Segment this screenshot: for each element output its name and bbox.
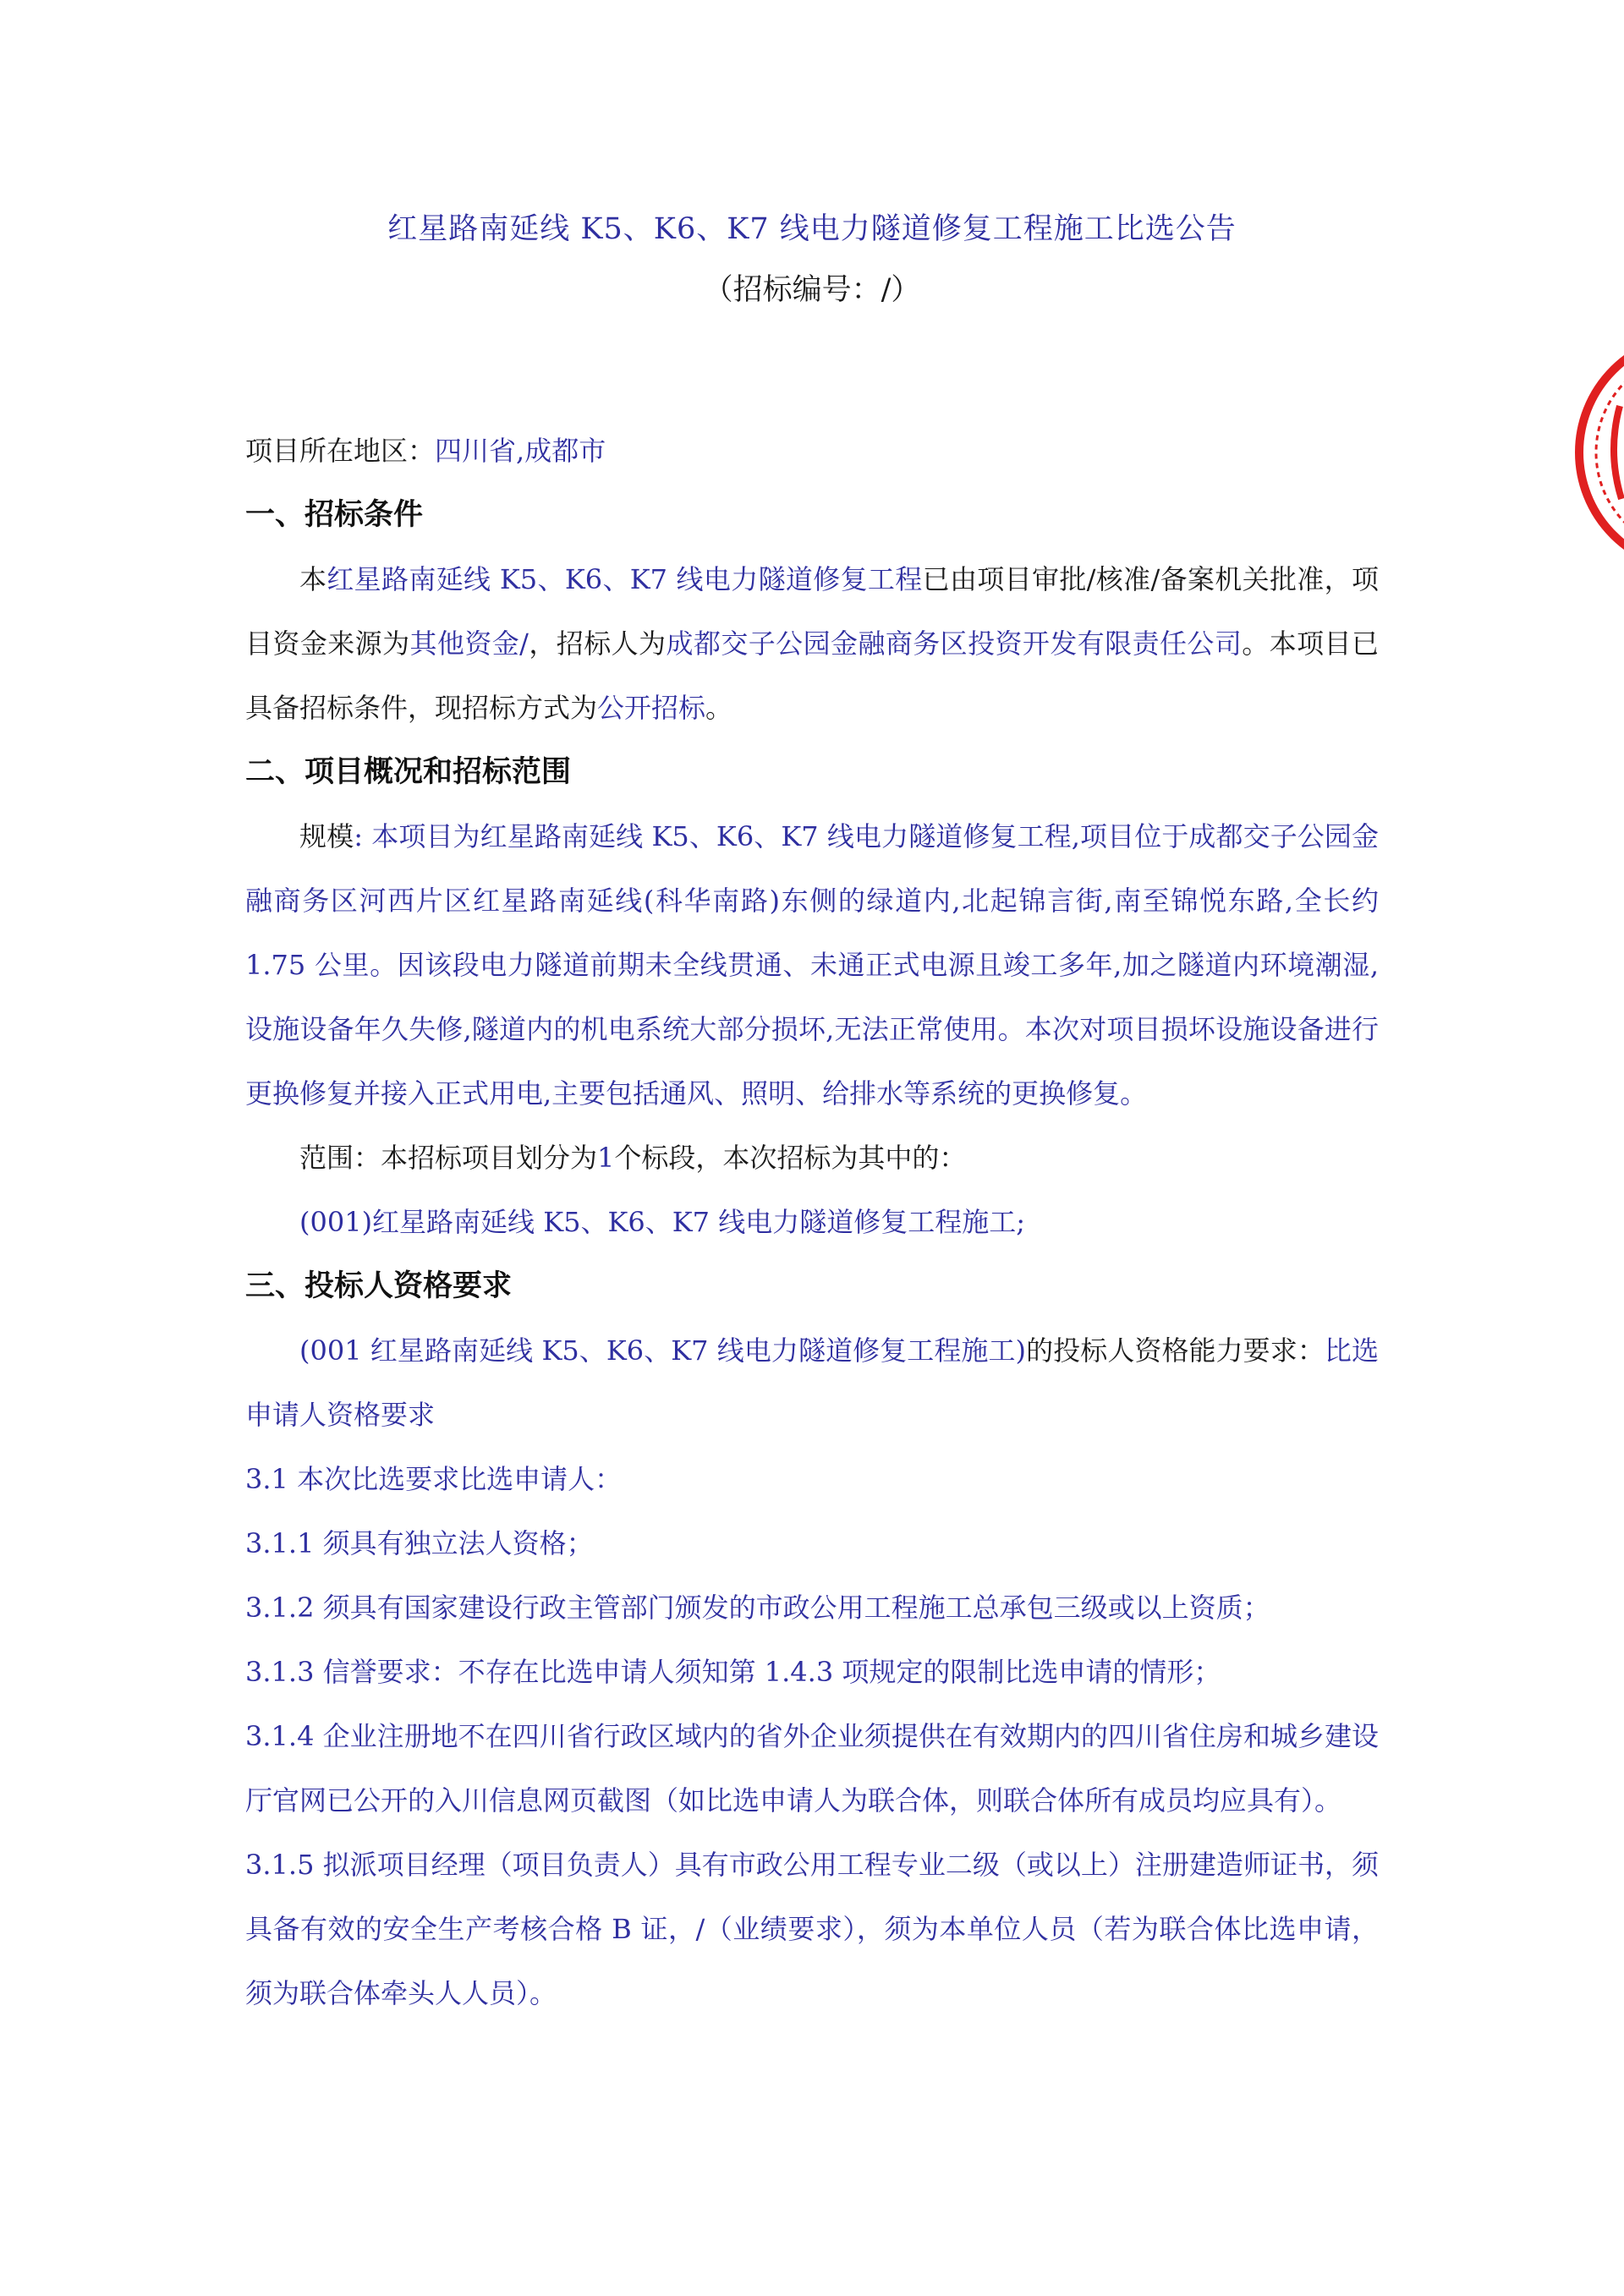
text-span: 。本 — [1242, 627, 1298, 660]
official-seal-icon — [1569, 326, 1624, 579]
tenderer-name: 成都交子公园金融商务区投资开发有限责任公司 — [666, 627, 1243, 660]
funding-source: 其他资金/ — [409, 627, 529, 660]
requirement-3-1-4: 3.1.4 企业注册地不在四川省行政区域内的省外企业须提供在有效期内的四川省住房和城乡建设厅官网已公开的入川信息网页截图（如比选申请人为联合体，则联合体所有成员均应具有）。 — [245, 1720, 1379, 1817]
text-span: 本 — [299, 563, 327, 595]
requirement-3-1: 3.1 本次比选要求比选申请人： — [245, 1463, 623, 1495]
region-value: 四川省,成都市 — [435, 435, 606, 467]
project-scale-paragraph — [245, 804, 1379, 1126]
qualification-intro — [245, 1318, 1379, 1447]
tender-method: 公开招标 — [597, 692, 706, 724]
text-span: ，招标人为 — [528, 627, 667, 660]
project-name: 红星路南延线 K5、K6、K7 线电力隧道修复工程 — [326, 563, 923, 595]
text-span: 。 — [705, 692, 733, 724]
requirement-3-1-3: 3.1.3 信誉要求：不存在比选申请人须知第 1.4.3 项规定的限制比选申请的情形； — [245, 1656, 1221, 1688]
section-heading-tender-conditions: 一、招标条件 — [245, 497, 424, 532]
section-heading-qualifications: 三、投标人资格要求 — [245, 1269, 513, 1303]
tender-conditions-paragraph — [245, 547, 1379, 740]
requirements-title: 比选申请人资格要求 — [245, 1334, 1379, 1431]
requirement-3-1-1: 3.1.1 须具有独立法人资格； — [245, 1527, 594, 1559]
scale-label: 规模 — [299, 820, 354, 852]
region-label: 项目所在地区： — [245, 435, 436, 467]
project-region — [245, 419, 1379, 483]
lot-item: (001)红星路南延线 K5、K6、K7 线电力隧道修复工程施工; — [299, 1206, 1025, 1238]
text-span: 的投标人资格能力要求： — [1026, 1334, 1325, 1367]
requirement-3-1-2: 3.1.2 须具有国家建设行政主管部门颁发的市政公用工程施工总承包三级或以上资质； — [245, 1592, 1270, 1624]
text-span: 个标段，本次招标为其中的： — [614, 1142, 967, 1174]
text-span: 项目资金来源为 — [245, 563, 1379, 660]
section-heading-project-overview: 二、项目概况和招标范围 — [245, 754, 572, 789]
text-span: 已由项目审批/核准/备案机关批准， — [922, 563, 1352, 595]
document-body — [245, 419, 1379, 2025]
text-span: 项目已具备招标条件，现招标方式为 — [245, 627, 1379, 724]
scale-text: : 本项目为红星路南延线 K5、K6、K7 线电力隧道修复工程,项目位于成都交子公园金融商务区河西片区红星路南延线(科华南路)东侧的绿道内,北起锦言街,南至锦悦东路,全长约 1.75 公里。因该段电力隧道前期未全线贯通、未通正式电源且竣工多年,加之隧道内环境潮湿,设施设备年久失修,隧道内的机电系统大部分损坏,无法正常使用。本次对项目损坏设施设备进行更换修复并接入正式用电,主要包括通风、照明、给排水等系统的更换修复。 — [245, 820, 1379, 1110]
requirement-3-1-5: 3.1.5 拟派项目经理（项目负责人）具有市政公用工程专业二级（或以上）注册建造师证书，须具备有效的安全生产考核合格 B 证，/（业绩要求），须为本单位人员（若为联合体比选申请，须为联合体牵头人人员）。 — [245, 1849, 1379, 2009]
document-subtitle: （招标编号：/） — [703, 273, 921, 307]
lot-reference: (001 红星路南延线 K5、K6、K7 线电力隧道修复工程施工) — [299, 1334, 1027, 1367]
lot-count: 1 — [597, 1142, 615, 1174]
tender-range — [245, 1126, 1379, 1190]
document-title: 红星路南延线 K5、K6、K7 线电力隧道修复工程施工比选公告 — [387, 212, 1237, 246]
text-span: 范围：本招标项目划分为 — [299, 1142, 598, 1174]
